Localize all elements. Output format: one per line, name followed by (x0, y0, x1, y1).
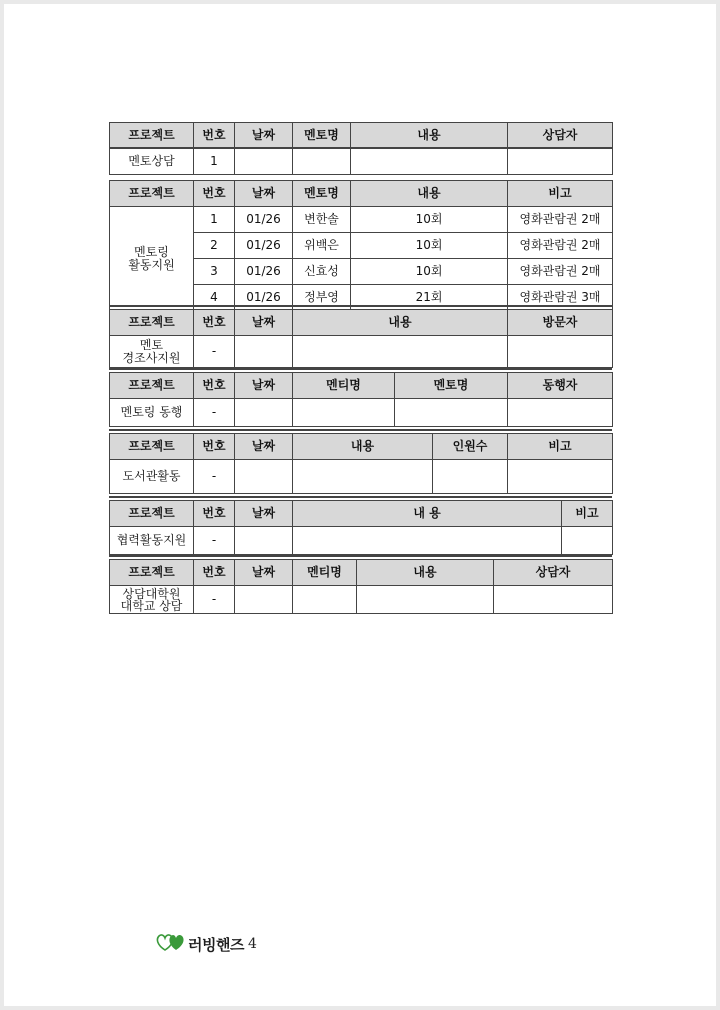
table-mentoring-accompany (109, 372, 613, 427)
cell-mentee (293, 586, 357, 614)
header-mentee: 멘티명 (293, 373, 395, 399)
table-header-row (110, 560, 613, 586)
cell-mentor (293, 149, 351, 175)
cell-mentor: 변한솔 (293, 207, 351, 233)
header-number: 번호 (194, 501, 235, 527)
header-companion: 동행자 (508, 373, 613, 399)
section-divider (109, 147, 612, 149)
table-header-row (110, 310, 613, 336)
header-project: 프로젝트 (110, 434, 194, 460)
cell-date (235, 527, 293, 555)
cell-date (235, 336, 293, 368)
cell-number: 2 (194, 233, 235, 259)
cell-project: 멘토링 동행 (110, 399, 194, 427)
section-divider (109, 368, 612, 370)
cell-counselor (494, 586, 613, 614)
header-mentor: 멘토명 (293, 181, 351, 207)
cell-note: 영화관람권 2매 (508, 207, 613, 233)
header-number: 번호 (194, 434, 235, 460)
section-divider (109, 305, 612, 307)
header-mentee: 멘티명 (293, 560, 357, 586)
header-mentor: 멘토명 (395, 373, 508, 399)
header-content: 내용 (357, 560, 494, 586)
table-mentoring-support (109, 180, 613, 311)
cell-date (235, 586, 293, 614)
header-date: 날짜 (235, 181, 293, 207)
header-date: 날짜 (235, 373, 293, 399)
header-date: 날짜 (235, 434, 293, 460)
header-project: 프로젝트 (110, 373, 194, 399)
cell-mentor: 신효성 (293, 259, 351, 285)
cell-number: 1 (194, 207, 235, 233)
cell-note: 영화관람권 3매 (508, 285, 613, 311)
cell-date: 01/26 (235, 285, 293, 311)
cell-project: 멘토상담 (110, 149, 194, 175)
cell-content: 21회 (351, 285, 508, 311)
section-divider (109, 555, 612, 557)
table-row (110, 399, 613, 427)
cell-project: 상담대학원 대학교 상담 (110, 586, 194, 614)
cell-date: 01/26 (235, 233, 293, 259)
cell-date (235, 460, 293, 494)
cell-content (293, 460, 433, 494)
header-date: 날짜 (235, 310, 293, 336)
document-page (4, 4, 716, 1006)
header-number: 번호 (194, 310, 235, 336)
table-header-row (110, 501, 613, 527)
cell-number: - (194, 399, 235, 427)
cell-number: 3 (194, 259, 235, 285)
cell-date: 01/26 (235, 207, 293, 233)
cell-content (357, 586, 494, 614)
header-project: 프로젝트 (110, 560, 194, 586)
table-header-row (110, 373, 613, 399)
cell-note: 영화관람권 2매 (508, 259, 613, 285)
cell-content (351, 149, 508, 175)
header-number: 번호 (194, 560, 235, 586)
cell-date (235, 399, 293, 427)
cell-mentor: 위백은 (293, 233, 351, 259)
table-cooperation-support (109, 500, 613, 555)
cell-note: 영화관람권 2매 (508, 233, 613, 259)
cell-content: 10회 (351, 207, 508, 233)
table-header-row (110, 123, 613, 149)
header-date: 날짜 (235, 501, 293, 527)
cell-content (293, 527, 562, 555)
cell-number: - (194, 586, 235, 614)
cell-mentee (293, 399, 395, 427)
header-project: 프로젝트 (110, 501, 194, 527)
header-project: 프로젝트 (110, 123, 194, 149)
table-condolence-support (109, 309, 613, 368)
table-library-activity (109, 433, 613, 494)
header-number: 번호 (194, 123, 235, 149)
cell-mentor (395, 399, 508, 427)
header-content: 내용 (293, 310, 508, 336)
cell-companion (508, 399, 613, 427)
section-divider (109, 496, 612, 498)
cell-project: 멘토링 활동지원 (110, 207, 194, 311)
header-headcount: 인원수 (433, 434, 508, 460)
cell-note (562, 527, 613, 555)
header-visitor: 방문자 (508, 310, 613, 336)
cell-content (293, 336, 508, 368)
header-content: 내용 (351, 123, 508, 149)
table-header-row (110, 181, 613, 207)
header-date: 날짜 (235, 123, 293, 149)
table-graduate-counseling (109, 559, 613, 614)
cell-headcount (433, 460, 508, 494)
cell-date (235, 149, 293, 175)
header-content: 내용 (351, 181, 508, 207)
table-row (110, 460, 613, 494)
footer (156, 933, 257, 955)
header-content: 내용 (293, 434, 433, 460)
header-counselor: 상담자 (508, 123, 613, 149)
page-number: 4 (247, 936, 257, 952)
header-counselor: 상담자 (494, 560, 613, 586)
header-date: 날짜 (235, 560, 293, 586)
header-note: 비고 (508, 181, 613, 207)
header-note: 비고 (562, 501, 613, 527)
cell-number: - (194, 336, 235, 368)
table-row (110, 149, 613, 175)
cell-number: - (194, 527, 235, 555)
cell-date: 01/26 (235, 259, 293, 285)
header-project: 프로젝트 (110, 181, 194, 207)
table-row (110, 207, 613, 233)
cell-number: - (194, 460, 235, 494)
header-note: 비고 (508, 434, 613, 460)
cell-visitor (508, 336, 613, 368)
header-mentor: 멘토명 (293, 123, 351, 149)
cell-content: 10회 (351, 233, 508, 259)
table-header-row (110, 434, 613, 460)
header-content: 내 용 (293, 501, 562, 527)
header-project: 프로젝트 (110, 310, 194, 336)
cell-project: 멘토 경조사지원 (110, 336, 194, 368)
logo-icon (156, 933, 186, 955)
cell-project: 협력활동지원 (110, 527, 194, 555)
cell-content: 10회 (351, 259, 508, 285)
header-number: 번호 (194, 181, 235, 207)
cell-note (508, 460, 613, 494)
cell-counselor (508, 149, 613, 175)
cell-mentor: 정부영 (293, 285, 351, 311)
brand-name: 러빙핸즈 (188, 935, 244, 954)
table-row (110, 336, 613, 368)
table-row (110, 586, 613, 614)
section-divider (109, 429, 612, 431)
header-number: 번호 (194, 373, 235, 399)
cell-number: 4 (194, 285, 235, 311)
cell-project: 도서관활동 (110, 460, 194, 494)
table-row (110, 527, 613, 555)
cell-number: 1 (194, 149, 235, 175)
